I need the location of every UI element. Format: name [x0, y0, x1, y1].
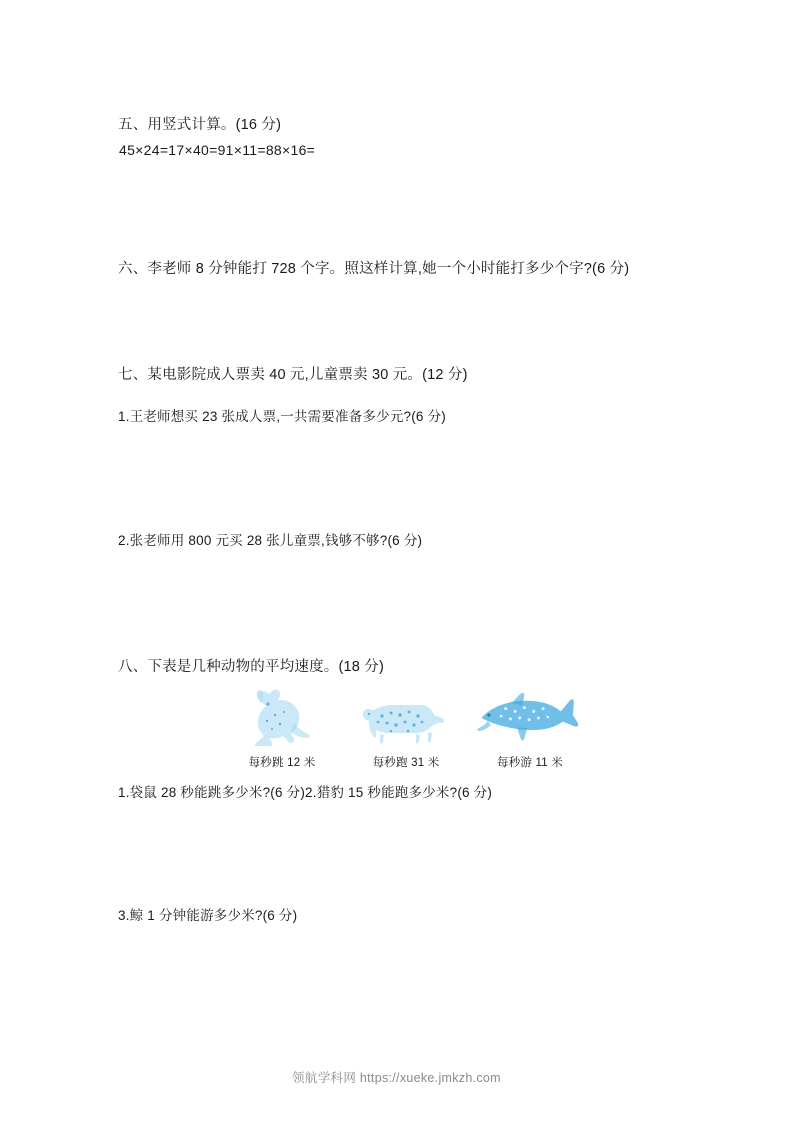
whale-shark-caption: 每秒游 11 米: [497, 757, 563, 769]
leopard-caption: 每秒跑 31 米: [372, 757, 440, 769]
question-8-heading: 八、下表是几种动物的平均速度。(18 分): [118, 659, 385, 675]
leopard-icon: [350, 686, 462, 746]
animal-speed-table: [226, 686, 586, 770]
question-5-expressions: 45×24=17×40=91×11=88×16=: [119, 142, 316, 158]
question-7-item-1: 1.王老师想买 23 张成人票,一共需要准备多少元?(6 分): [118, 409, 446, 424]
question-6-heading: 六、李老师 8 分钟能打 728 个字。照这样计算,她一个小时能打多少个字?(6 分): [118, 261, 630, 277]
animal-whale-shark: [474, 686, 586, 770]
question-8-item-3: 3.鲸 1 分钟能游多少米?(6 分): [118, 908, 298, 923]
footer-watermark: 领航学科网 https://xueke.jmkzh.com: [292, 1071, 501, 1085]
whale-shark-icon: [474, 686, 586, 746]
kangaroo-icon: [226, 686, 338, 746]
question-8-items-1-2: 1.袋鼠 28 秒能跳多少米?(6 分)2.猎豹 15 秒能跑多少米?(6 分): [118, 785, 493, 800]
animal-leopard: [350, 686, 462, 770]
question-5-heading: 五、用竖式计算。(16 分): [118, 117, 282, 133]
animal-kangaroo: [226, 686, 338, 770]
question-7-heading: 七、某电影院成人票卖 40 元,儿童票卖 30 元。(12 分): [118, 367, 468, 383]
kangaroo-caption: 每秒跳 12 米: [248, 757, 316, 769]
question-7-item-2: 2.张老师用 800 元买 28 张儿童票,钱够不够?(6 分): [118, 533, 423, 548]
